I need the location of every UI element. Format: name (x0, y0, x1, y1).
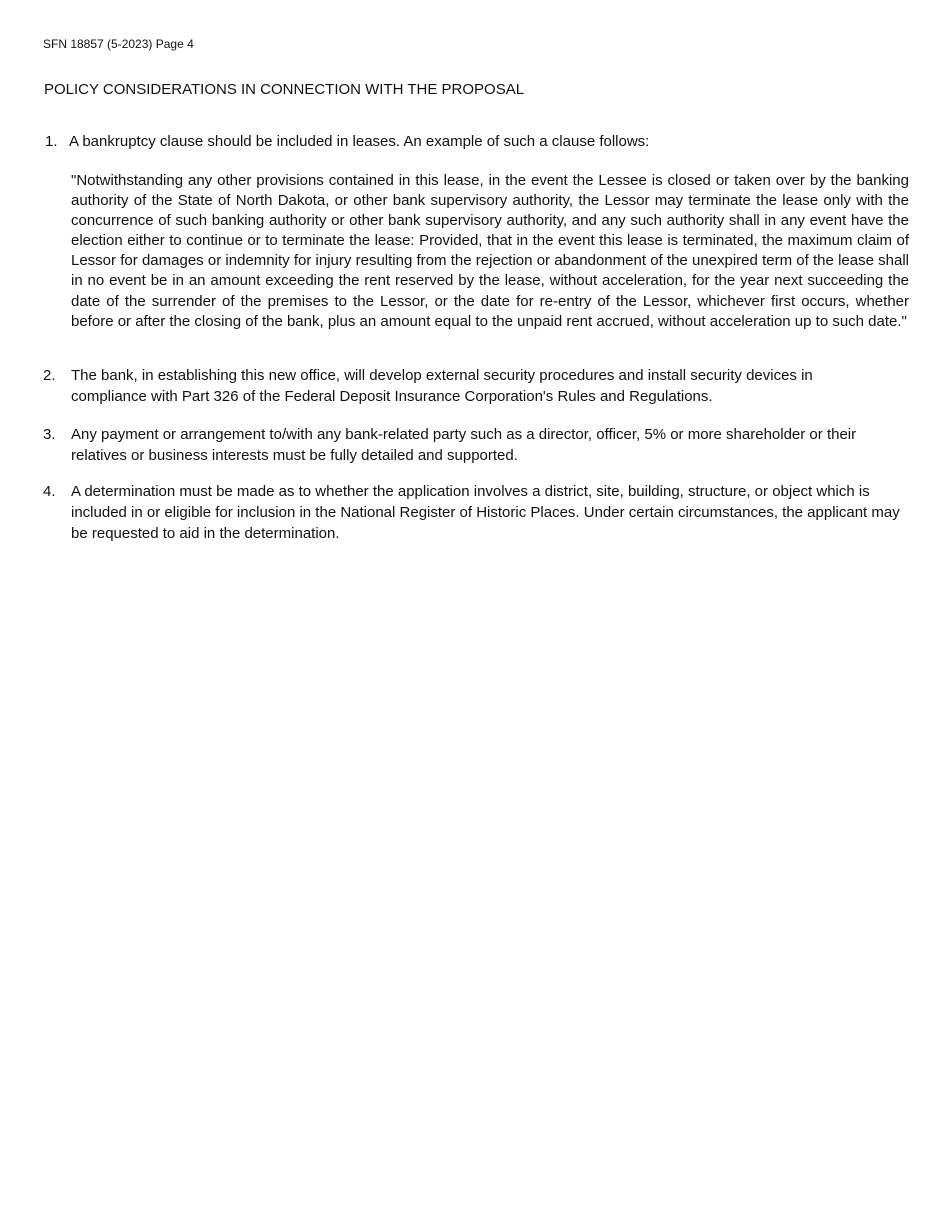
list-item-text: A determination must be made as to whether the application involves a district, site, building, structure, or object which is included in or eligible for inclusion in the National Register of Historic Places. Under certain circumstances, the applicant may be requested to aid in the determination. (71, 483, 900, 542)
list-item-4 (43, 481, 909, 544)
list-item-number: 4. (43, 483, 56, 500)
bankruptcy-clause-quote: "Notwithstanding any other provisions contained in this lease, in the event the Lessee is closed or taken over by the banking authority of the State of North Dakota, or other bank supervisory authority, the Lessor may terminate the lease only with the concurrence of such banking authority or other bank supervisory authority, and any such authority shall in any event have the election either to continue or to terminate the lease: Provided, that in the event this lease is terminated, the maximum claim of Lessor for damages or indemnity for injury resulting from the rejection or abandonment of the unexpired term of the lease shall in no event be in an amount exceeding the rent reserved by the lease, without acceleration, for the year next succeeding the date of the surrender of the premises to the Lessor, or the date for re-entry of the Lessor, whichever first occurs, whether before or after the closing of the bank, plus an amount equal to the unpaid rent accrued, without acceleration up to such date." (71, 172, 909, 330)
section-title: POLICY CONSIDERATIONS IN CONNECTION WITH THE PROPOSAL (44, 81, 525, 98)
list-item-2 (43, 365, 909, 407)
list-item-1 (43, 131, 909, 332)
list-item-text: The bank, in establishing this new office, will develop external security procedures and install security devices in compliance with Part 326 of the Federal Deposit Insurance Corporation's Rules and Regulations. (71, 367, 813, 405)
list-item-number: 1. (45, 133, 58, 150)
form-identifier: SFN 18857 (5-2023) Page 4 (43, 37, 194, 51)
list-item-intro: A bankruptcy clause should be included in leases. An example of such a clause follows: (69, 133, 650, 150)
list-item-3 (43, 424, 909, 466)
list-item-number: 3. (43, 426, 56, 443)
list-item-text: Any payment or arrangement to/with any bank-related party such as a director, officer, 5% or more shareholder or their relatives or business interests must be fully detailed and supported. (71, 426, 857, 464)
list-item-number: 2. (43, 367, 56, 384)
